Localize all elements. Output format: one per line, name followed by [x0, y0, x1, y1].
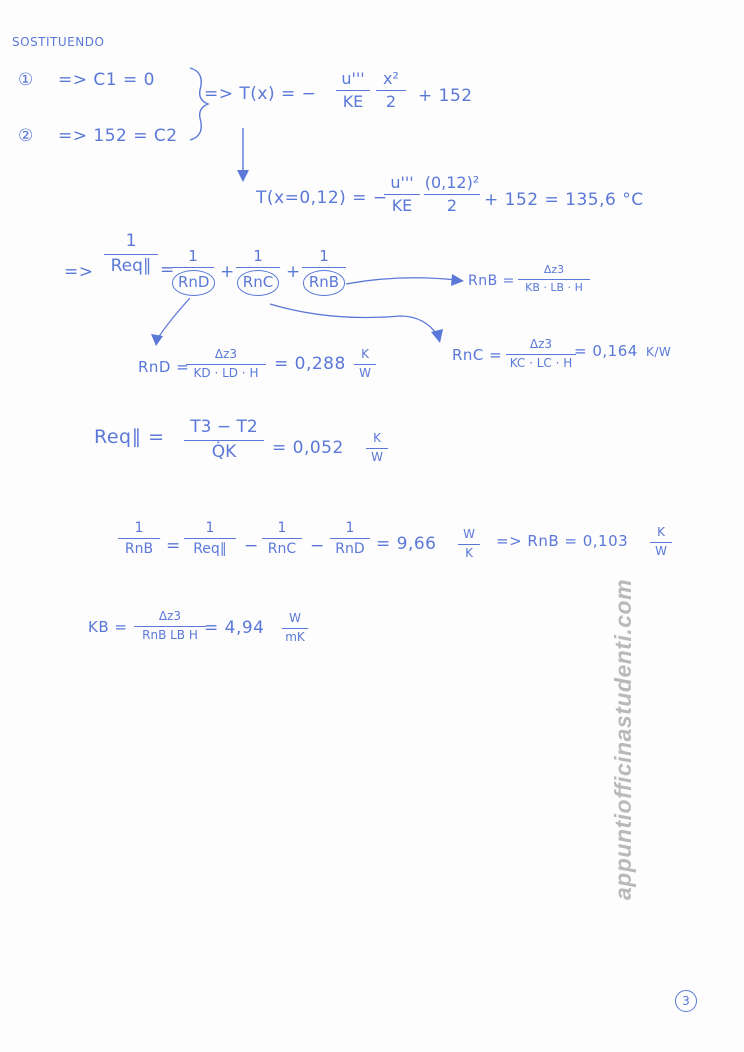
def-RnB-den: KB · LB · H	[525, 280, 583, 294]
def-RnB-lhs: RnB =	[468, 273, 515, 289]
arrow-to-RnB	[346, 278, 456, 284]
eq-Req-term3	[302, 248, 346, 296]
eq-KB-unit	[282, 612, 308, 645]
eq-RnB-calc-term2-den: RnC	[267, 541, 297, 558]
eq-Req-value-unit-num: K	[373, 431, 381, 445]
eq-T-eval-frac2-num: (0,12)²	[424, 173, 480, 192]
eq-RnB-calc-unit2	[650, 526, 672, 559]
eq-Req-plus2: +	[286, 262, 301, 282]
eq-Req-value-den: Q̇K	[211, 441, 237, 462]
def-RnD-den: KD · LD · H	[193, 365, 259, 380]
eq-RnB-calc-result: = 9,66	[376, 534, 437, 554]
def-RnC-lhs: RnC =	[452, 346, 503, 364]
eq-KB-frac	[134, 610, 206, 643]
def-RnD-unit	[354, 348, 376, 381]
eq-Req-value-lhs: Req∥ =	[94, 426, 165, 448]
def-RnD-result: = 0,288	[274, 354, 346, 374]
eq-Req-term1	[172, 248, 214, 296]
eq-KB-result: = 4,94	[204, 618, 265, 638]
eq-Req-value-frac	[184, 418, 264, 462]
eq-Req-value-unit	[366, 432, 388, 465]
eq-RnB-calc-unit-den: K	[465, 545, 473, 560]
eq-T-frac1	[336, 70, 370, 112]
condition-2: => 152 = C2	[58, 126, 178, 146]
watermark: appuntiofficinastudenti.com	[610, 578, 636, 900]
arrow-to-RnD	[158, 298, 190, 338]
curly-brace	[190, 68, 208, 140]
condition-1: => C1 = 0	[58, 70, 155, 90]
def-RnC-frac	[506, 338, 576, 371]
def-RnB-num: Δz3	[543, 263, 565, 276]
eq-KB-unit-num: W	[289, 611, 301, 625]
def-RnD-frac	[186, 348, 266, 381]
eq-RnB-calc-term3	[330, 520, 370, 557]
eq-Req-equals: =	[160, 260, 175, 280]
arrow-to-RnC	[270, 304, 438, 336]
page-number: 3	[675, 990, 697, 1012]
eq-Req-lhs-den: Req∥	[110, 255, 152, 276]
eq-T-frac1-den: KE	[342, 92, 364, 112]
eq-T-frac2-den: 2	[385, 92, 397, 112]
eq-Req-value-result: = 0,052	[272, 438, 344, 458]
eq-RnB-calc-unit2-num: K	[657, 525, 665, 539]
eq-T-eval-frac1	[384, 174, 420, 216]
eq-T-lhs: => T(x) = −	[204, 84, 317, 104]
def-RnD-unit-den: W	[359, 365, 371, 380]
def-RnD-lhs: RnD =	[138, 358, 190, 376]
eq-RnB-calc-minus2: −	[310, 536, 325, 556]
eq-Req-term1-den: RnD	[172, 270, 215, 295]
eq-RnB-calc-term1	[184, 520, 236, 557]
eq-RnB-calc-unit-num: W	[463, 527, 475, 541]
eq-Req-term1-num: 1	[188, 247, 198, 265]
eq-Req-term2-num: 1	[253, 247, 263, 265]
def-RnC-result: = 0,164	[574, 342, 638, 360]
eq-RnB-calc-term3-num: 1	[345, 520, 355, 536]
eq-Req-value-num: T3 − T2	[190, 417, 258, 437]
def-RnD-unit-num: K	[361, 347, 369, 361]
eq-T-eval-tail: + 152 = 135,6 °C	[484, 190, 644, 210]
header-text: SOSTITUENDO	[12, 35, 105, 49]
eq-RnB-calc-implies: => RnB = 0,103	[496, 532, 629, 550]
eq-T-frac2	[376, 70, 406, 112]
def-RnD-num: Δz3	[214, 347, 238, 361]
eq-T-frac1-num: u'''	[341, 69, 365, 88]
eq-RnB-calc-term2	[262, 520, 302, 557]
eq-Req-term3-den: RnB	[303, 270, 345, 295]
eq-RnB-calc-lhs	[118, 520, 160, 557]
eq-RnB-calc-term3-den: RnD	[335, 541, 365, 558]
eq-T-eval-frac1-num: u'''	[390, 173, 414, 192]
eq-RnB-calc-unit	[458, 528, 480, 561]
eq-RnB-calc-term2-num: 1	[277, 520, 287, 536]
def-RnC-num: Δz3	[529, 337, 553, 351]
eq-KB-unit-den: mK	[285, 629, 305, 644]
def-RnC-unit: K/W	[646, 345, 672, 359]
eq-RnB-calc-unit2-den: W	[655, 543, 667, 558]
eq-RnB-calc-minus1: −	[244, 536, 259, 556]
eq-RnB-calc-term1-den: Req∥	[193, 541, 227, 558]
eq-KB-num: Δz3	[158, 609, 182, 623]
eq-T-eval-frac2-den: 2	[446, 196, 458, 216]
eq-Req-term2	[236, 248, 280, 296]
condition-2-marker: ②	[18, 126, 34, 146]
eq-Req-value-unit-den: W	[371, 449, 383, 464]
eq-T-eval-lhs: T(x=0,12) = −	[256, 188, 388, 208]
eq-Req-plus1: +	[220, 262, 235, 282]
eq-RnB-calc-equals: =	[166, 536, 181, 556]
def-RnC-den: KC · LC · H	[509, 355, 573, 370]
eq-T-eval-frac1-den: KE	[391, 196, 413, 216]
eq-T-eval-frac2	[424, 174, 480, 216]
eq-RnB-calc-lhs-num: 1	[134, 520, 144, 536]
eq-KB-den: RnB LB H	[142, 627, 198, 642]
eq-Req-term2-den: RnC	[237, 270, 279, 295]
eq-Req-term3-num: 1	[319, 247, 329, 265]
eq-T-frac2-num: x²	[383, 69, 399, 88]
eq-Req-prefix: =>	[64, 262, 94, 282]
eq-RnB-calc-term1-num: 1	[205, 520, 215, 536]
condition-1-marker: ①	[18, 70, 34, 90]
eq-RnB-calc-lhs-den: RnB	[124, 541, 154, 558]
eq-Req-lhs	[104, 232, 158, 276]
eq-Req-lhs-num: 1	[125, 231, 137, 251]
eq-T-tail: + 152	[418, 86, 473, 106]
eq-KB-lhs: KB =	[88, 618, 128, 636]
def-RnB-frac	[518, 264, 590, 294]
